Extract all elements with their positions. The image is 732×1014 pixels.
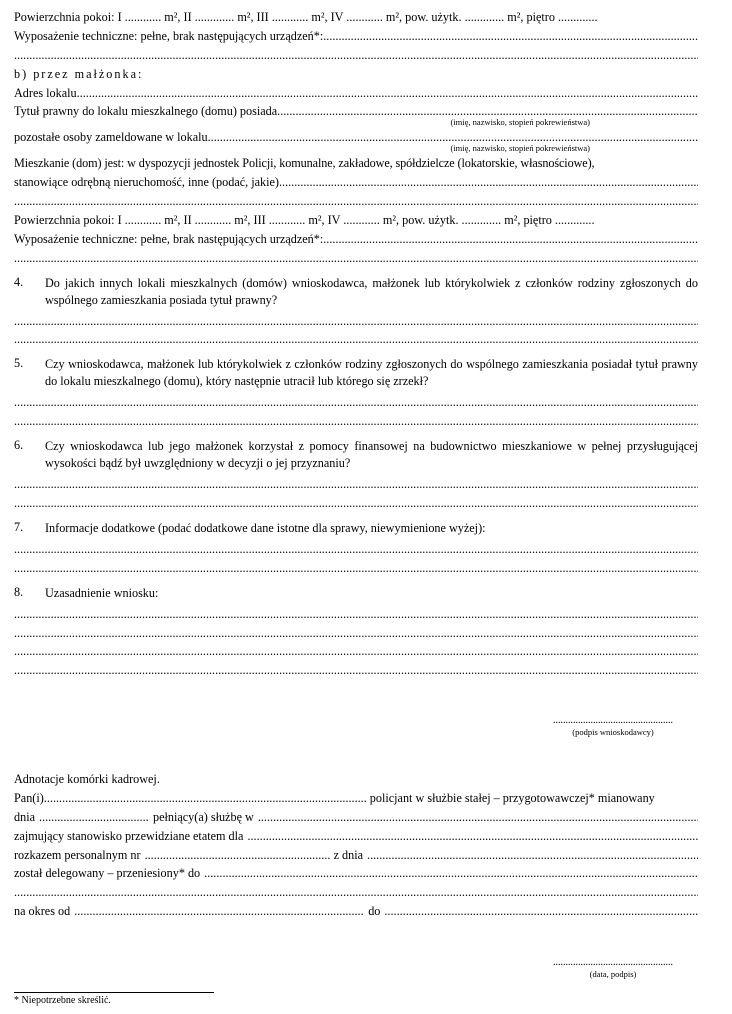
question-number: 7. [14, 519, 24, 534]
section-b-heading: b) przez małżonka: [14, 66, 144, 81]
question-number: 6. [14, 438, 24, 453]
question-text: Uzasadnienie wniosku: [45, 585, 159, 600]
legal-title-line[interactable] [14, 102, 698, 121]
answer-line[interactable] [14, 330, 698, 349]
question-text: Informacje dodatkowe (podać dodatkowe dane istotne dla sprawy, niewymienione wyżej): [45, 520, 486, 535]
question-text: Do jakich innych lokali mieszkalnych (domów) wnioskodawca, małżonek lub którykolwiek z członków rodziny zgłoszonych do wspólnego zamieszkania posiada tytuł prawny? [45, 275, 698, 307]
answer-line[interactable] [14, 312, 698, 331]
answer-line[interactable] [14, 559, 698, 578]
equipment-label: Wyposażenie techniczne: pełne, brak następujących urządzeń*: [14, 28, 324, 43]
answer-line[interactable] [14, 412, 698, 431]
answer-line[interactable] [14, 661, 698, 680]
blank-line[interactable] [14, 883, 698, 902]
question-7 [14, 520, 698, 537]
blank-line[interactable] [14, 192, 698, 211]
form-page [14, 8, 698, 680]
signature-dots[interactable]: ................................................ [553, 958, 673, 968]
room-area-line[interactable]: Powierzchnia pokoi: I ............ m², II ............ m², III ............ m², IV ............ m², pow. użytk. ............. m², piętro ............. [14, 212, 595, 227]
footnote: * Niepotrzebne skreślić. [14, 995, 111, 1006]
date-signature[interactable] [528, 958, 698, 980]
period-to-label: do [368, 904, 381, 919]
disposal-text: Mieszkanie (dom) jest: w dyspozycji jednostek Policji, komunalne, zakładowe, spółdzielcze (lokatorskie, własnościowe), [14, 156, 595, 171]
date-label: dnia [14, 809, 35, 824]
room-area-line[interactable]: Powierzchnia pokoi: I ............ m², II ............. m², III ............ m², IV ............ m², pow. użytk. ............. m², piętro ............. [14, 10, 598, 24]
disposal-other-label: stanowiące odrębną nieruchomość, inne (podać, jakie) [14, 175, 279, 190]
question-6 [14, 438, 698, 472]
period-label: na okres od [14, 904, 71, 919]
disposal-other-line[interactable] [14, 173, 698, 192]
hr-notes-heading: Adnotacje komórki kadrowej. [14, 772, 160, 786]
order-label: rozkazem personalnym nr [14, 847, 141, 862]
officer-label: Pan(i) [14, 790, 44, 805]
question-number: 4. [14, 274, 24, 289]
answer-line[interactable] [14, 642, 698, 661]
question-text: Czy wnioskodawca lub jego małżonek korzystał z pomocy finansowej na budownictwo mieszkaniowe w pełnej przysługującej wysokości bądź był uwzględniony w decyzji o jej przyznaniu? [45, 439, 698, 471]
answer-line[interactable] [14, 605, 698, 624]
footnote-rule [14, 992, 214, 993]
address-line[interactable] [14, 84, 698, 103]
position-line[interactable] [14, 827, 698, 846]
signature-dots[interactable]: ................................................ [553, 716, 673, 726]
question-number: 8. [14, 584, 24, 599]
equipment-line[interactable] [14, 230, 698, 249]
service-label: pełniący(a) służbę w [152, 809, 254, 824]
question-5 [14, 356, 698, 390]
address-label: Adres lokalu [14, 85, 77, 100]
period-line[interactable] [14, 902, 698, 921]
equipment-label: Wyposażenie techniczne: pełne, brak następujących urządzeń*: [14, 231, 324, 246]
question-8 [14, 585, 698, 602]
question-number: 5. [14, 356, 24, 371]
answer-line[interactable] [14, 494, 698, 513]
answer-line[interactable] [14, 540, 698, 559]
blank-line[interactable] [14, 249, 698, 268]
signature-caption: (data, podpis) [589, 969, 637, 979]
equipment-line[interactable] [14, 27, 698, 46]
delegated-label: został delegowany – przeniesiony* do [14, 866, 201, 881]
order-date-label: z dnia [333, 847, 364, 862]
other-residents-line[interactable] [14, 128, 698, 147]
position-label: zajmujący stanowisko przewidziane etatem dla [14, 828, 244, 843]
caption-name-relation: (imię, nazwisko, stopień pokrewieństwa) [450, 117, 590, 128]
order-line[interactable] [14, 846, 698, 865]
question-4 [14, 275, 698, 309]
date-service-line[interactable] [14, 808, 698, 827]
officer-suffix: policjant w służbie stałej – przygotowawczej* mianowany [369, 790, 655, 805]
caption-name-relation: (imię, nazwisko, stopień pokrewieństwa) [450, 143, 590, 154]
answer-line[interactable] [14, 475, 698, 494]
signature-caption: (podpis wnioskodawcy) [572, 727, 654, 737]
officer-line[interactable] [14, 789, 698, 808]
applicant-signature[interactable] [528, 716, 698, 738]
legal-title-label: Tytuł prawny do lokalu mieszkalnego (domu) posiada [14, 104, 278, 119]
answer-line[interactable] [14, 624, 698, 643]
hr-notes-section [14, 770, 698, 921]
delegated-line[interactable] [14, 864, 698, 883]
answer-line[interactable] [14, 393, 698, 412]
blank-line[interactable] [14, 46, 698, 65]
question-text: Czy wnioskodawca, małżonek lub którykolwiek z członków rodziny zgłoszonych do wspólnego zamieszkania posiadał tytuł prawny do lokalu mieszkalnego (domu), który następnie utracił lub którego się zrzekł? [45, 357, 698, 389]
other-residents-label: pozostałe osoby zameldowane w lokalu [14, 130, 208, 145]
